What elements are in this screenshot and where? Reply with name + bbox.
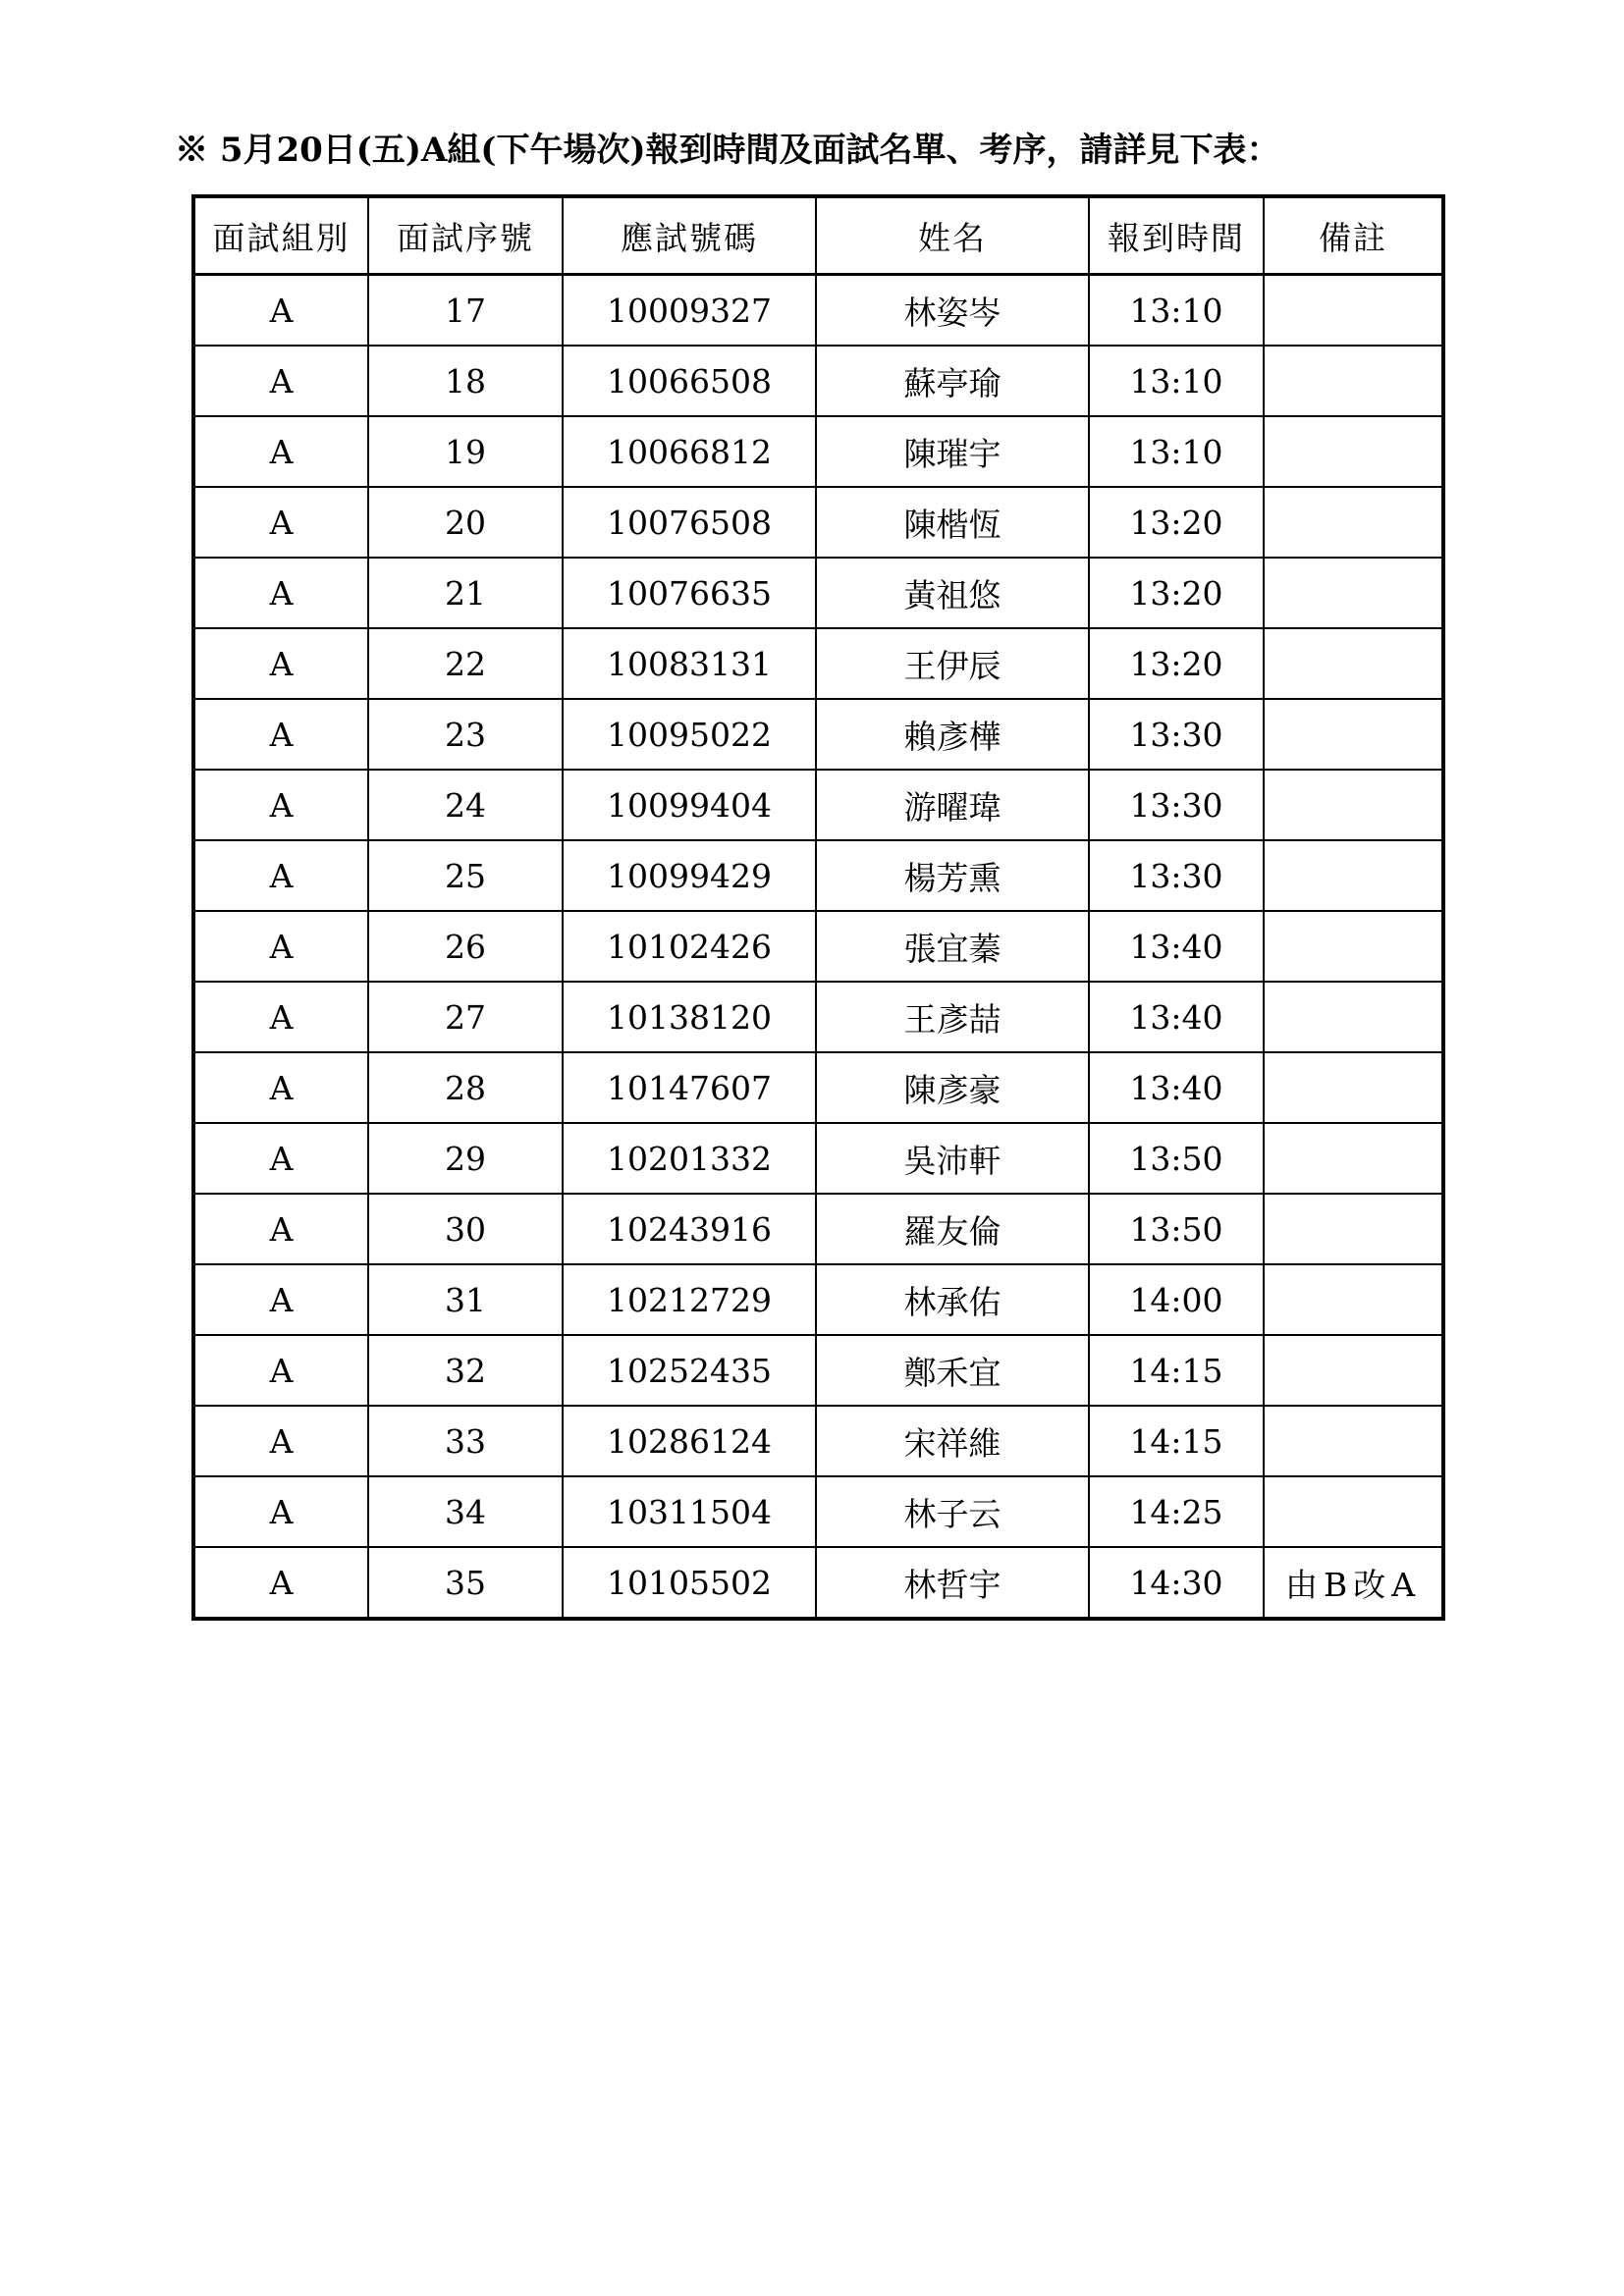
cell-group: A xyxy=(193,1194,368,1264)
cell-seq: 26 xyxy=(368,911,563,982)
cell-seq: 24 xyxy=(368,770,563,840)
cell-time: 13:30 xyxy=(1089,840,1264,911)
cell-number: 10243916 xyxy=(563,1194,816,1264)
cell-name: 林承佑 xyxy=(816,1264,1089,1335)
cell-remark xyxy=(1264,1052,1443,1123)
cell-seq: 27 xyxy=(368,982,563,1052)
cell-group: A xyxy=(193,275,368,347)
table-row xyxy=(193,1406,1443,1476)
cell-remark xyxy=(1264,1264,1443,1335)
table-row xyxy=(193,1194,1443,1264)
cell-remark xyxy=(1264,982,1443,1052)
cell-number: 10076635 xyxy=(563,558,816,628)
table-row xyxy=(193,1123,1443,1194)
table-row xyxy=(193,416,1443,487)
cell-time: 13:40 xyxy=(1089,982,1264,1052)
cell-remark xyxy=(1264,628,1443,699)
cell-time: 13:50 xyxy=(1089,1194,1264,1264)
cell-time: 13:50 xyxy=(1089,1123,1264,1194)
cell-seq: 23 xyxy=(368,699,563,770)
schedule-table-container xyxy=(191,194,1441,1621)
cell-group: A xyxy=(193,346,368,416)
cell-remark xyxy=(1264,1476,1443,1547)
cell-seq: 25 xyxy=(368,840,563,911)
table-body xyxy=(193,275,1443,1620)
cell-name: 黃祖悠 xyxy=(816,558,1089,628)
cell-seq: 21 xyxy=(368,558,563,628)
cell-number: 10066508 xyxy=(563,346,816,416)
cell-seq: 31 xyxy=(368,1264,563,1335)
header-group: 面試組別 xyxy=(193,196,368,275)
cell-group: A xyxy=(193,911,368,982)
table-row xyxy=(193,1547,1443,1619)
cell-group: A xyxy=(193,1264,368,1335)
cell-name: 游曜瑋 xyxy=(816,770,1089,840)
cell-number: 10252435 xyxy=(563,1335,816,1406)
table-row xyxy=(193,911,1443,982)
cell-seq: 17 xyxy=(368,275,563,347)
cell-group: A xyxy=(193,1406,368,1476)
cell-remark xyxy=(1264,275,1443,347)
cell-name: 林姿岑 xyxy=(816,275,1089,347)
cell-number: 10095022 xyxy=(563,699,816,770)
cell-group: A xyxy=(193,487,368,558)
table-row xyxy=(193,1052,1443,1123)
cell-name: 王彥喆 xyxy=(816,982,1089,1052)
cell-group: A xyxy=(193,1335,368,1406)
table-row xyxy=(193,558,1443,628)
cell-group: A xyxy=(193,416,368,487)
cell-name: 王伊辰 xyxy=(816,628,1089,699)
cell-name: 羅友倫 xyxy=(816,1194,1089,1264)
header-seq: 面試序號 xyxy=(368,196,563,275)
cell-remark xyxy=(1264,416,1443,487)
cell-name: 張宜蓁 xyxy=(816,911,1089,982)
cell-name: 陳楷恆 xyxy=(816,487,1089,558)
table-row xyxy=(193,770,1443,840)
cell-time: 13:30 xyxy=(1089,770,1264,840)
table-row xyxy=(193,1476,1443,1547)
cell-time: 14:25 xyxy=(1089,1476,1264,1547)
cell-group: A xyxy=(193,628,368,699)
cell-group: A xyxy=(193,982,368,1052)
cell-number: 10099404 xyxy=(563,770,816,840)
cell-number: 10009327 xyxy=(563,275,816,347)
cell-seq: 34 xyxy=(368,1476,563,1547)
cell-time: 13:20 xyxy=(1089,628,1264,699)
cell-name: 陳彥豪 xyxy=(816,1052,1089,1123)
cell-number: 10212729 xyxy=(563,1264,816,1335)
table-row xyxy=(193,840,1443,911)
header-time: 報到時間 xyxy=(1089,196,1264,275)
cell-number: 10286124 xyxy=(563,1406,816,1476)
header-number: 應試號碼 xyxy=(563,196,816,275)
cell-group: A xyxy=(193,840,368,911)
cell-time: 13:20 xyxy=(1089,487,1264,558)
cell-remark xyxy=(1264,1123,1443,1194)
cell-number: 10099429 xyxy=(563,840,816,911)
cell-name: 賴彥樺 xyxy=(816,699,1089,770)
cell-remark xyxy=(1264,770,1443,840)
cell-remark: 由B改A xyxy=(1264,1547,1443,1619)
cell-name: 蘇亭瑜 xyxy=(816,346,1089,416)
cell-remark xyxy=(1264,558,1443,628)
cell-number: 10105502 xyxy=(563,1547,816,1619)
cell-group: A xyxy=(193,1476,368,1547)
table-row xyxy=(193,275,1443,347)
cell-name: 林子云 xyxy=(816,1476,1089,1547)
cell-time: 14:30 xyxy=(1089,1547,1264,1619)
table-row xyxy=(193,628,1443,699)
cell-number: 10102426 xyxy=(563,911,816,982)
table-row xyxy=(193,1264,1443,1335)
cell-time: 14:15 xyxy=(1089,1406,1264,1476)
cell-name: 宋祥維 xyxy=(816,1406,1089,1476)
cell-name: 楊芳熏 xyxy=(816,840,1089,911)
cell-number: 10311504 xyxy=(563,1476,816,1547)
cell-seq: 22 xyxy=(368,628,563,699)
table-row xyxy=(193,346,1443,416)
cell-number: 10083131 xyxy=(563,628,816,699)
cell-remark xyxy=(1264,840,1443,911)
cell-time: 14:15 xyxy=(1089,1335,1264,1406)
cell-remark xyxy=(1264,346,1443,416)
cell-number: 10066812 xyxy=(563,416,816,487)
cell-seq: 32 xyxy=(368,1335,563,1406)
cell-group: A xyxy=(193,1123,368,1194)
cell-time: 13:10 xyxy=(1089,275,1264,347)
table-row xyxy=(193,699,1443,770)
cell-seq: 19 xyxy=(368,416,563,487)
cell-remark xyxy=(1264,1335,1443,1406)
cell-group: A xyxy=(193,770,368,840)
cell-time: 13:40 xyxy=(1089,911,1264,982)
cell-remark xyxy=(1264,487,1443,558)
cell-remark xyxy=(1264,699,1443,770)
cell-number: 10201332 xyxy=(563,1123,816,1194)
cell-name: 吳沛軒 xyxy=(816,1123,1089,1194)
cell-seq: 35 xyxy=(368,1547,563,1619)
cell-seq: 29 xyxy=(368,1123,563,1194)
cell-number: 10076508 xyxy=(563,487,816,558)
cell-number: 10147607 xyxy=(563,1052,816,1123)
cell-time: 13:10 xyxy=(1089,416,1264,487)
cell-seq: 20 xyxy=(368,487,563,558)
cell-remark xyxy=(1264,1406,1443,1476)
cell-time: 13:40 xyxy=(1089,1052,1264,1123)
cell-name: 林哲宇 xyxy=(816,1547,1089,1619)
header-name: 姓名 xyxy=(816,196,1089,275)
cell-remark xyxy=(1264,911,1443,982)
cell-time: 13:30 xyxy=(1089,699,1264,770)
table-row xyxy=(193,982,1443,1052)
cell-group: A xyxy=(193,699,368,770)
table-header-row xyxy=(193,196,1443,275)
table-row xyxy=(193,487,1443,558)
page-title: ※ 5月20日(五)A組(下午場次)報到時間及面試名單、考序，請詳見下表： xyxy=(175,131,1280,170)
table-row xyxy=(193,1335,1443,1406)
cell-seq: 33 xyxy=(368,1406,563,1476)
cell-time: 14:00 xyxy=(1089,1264,1264,1335)
cell-name: 鄭禾宜 xyxy=(816,1335,1089,1406)
cell-seq: 30 xyxy=(368,1194,563,1264)
cell-remark xyxy=(1264,1194,1443,1264)
cell-seq: 28 xyxy=(368,1052,563,1123)
cell-group: A xyxy=(193,1547,368,1619)
cell-seq: 18 xyxy=(368,346,563,416)
cell-time: 13:10 xyxy=(1089,346,1264,416)
cell-group: A xyxy=(193,1052,368,1123)
cell-group: A xyxy=(193,558,368,628)
schedule-table xyxy=(191,194,1445,1621)
header-remark: 備註 xyxy=(1264,196,1443,275)
cell-time: 13:20 xyxy=(1089,558,1264,628)
cell-number: 10138120 xyxy=(563,982,816,1052)
cell-name: 陳璀宇 xyxy=(816,416,1089,487)
